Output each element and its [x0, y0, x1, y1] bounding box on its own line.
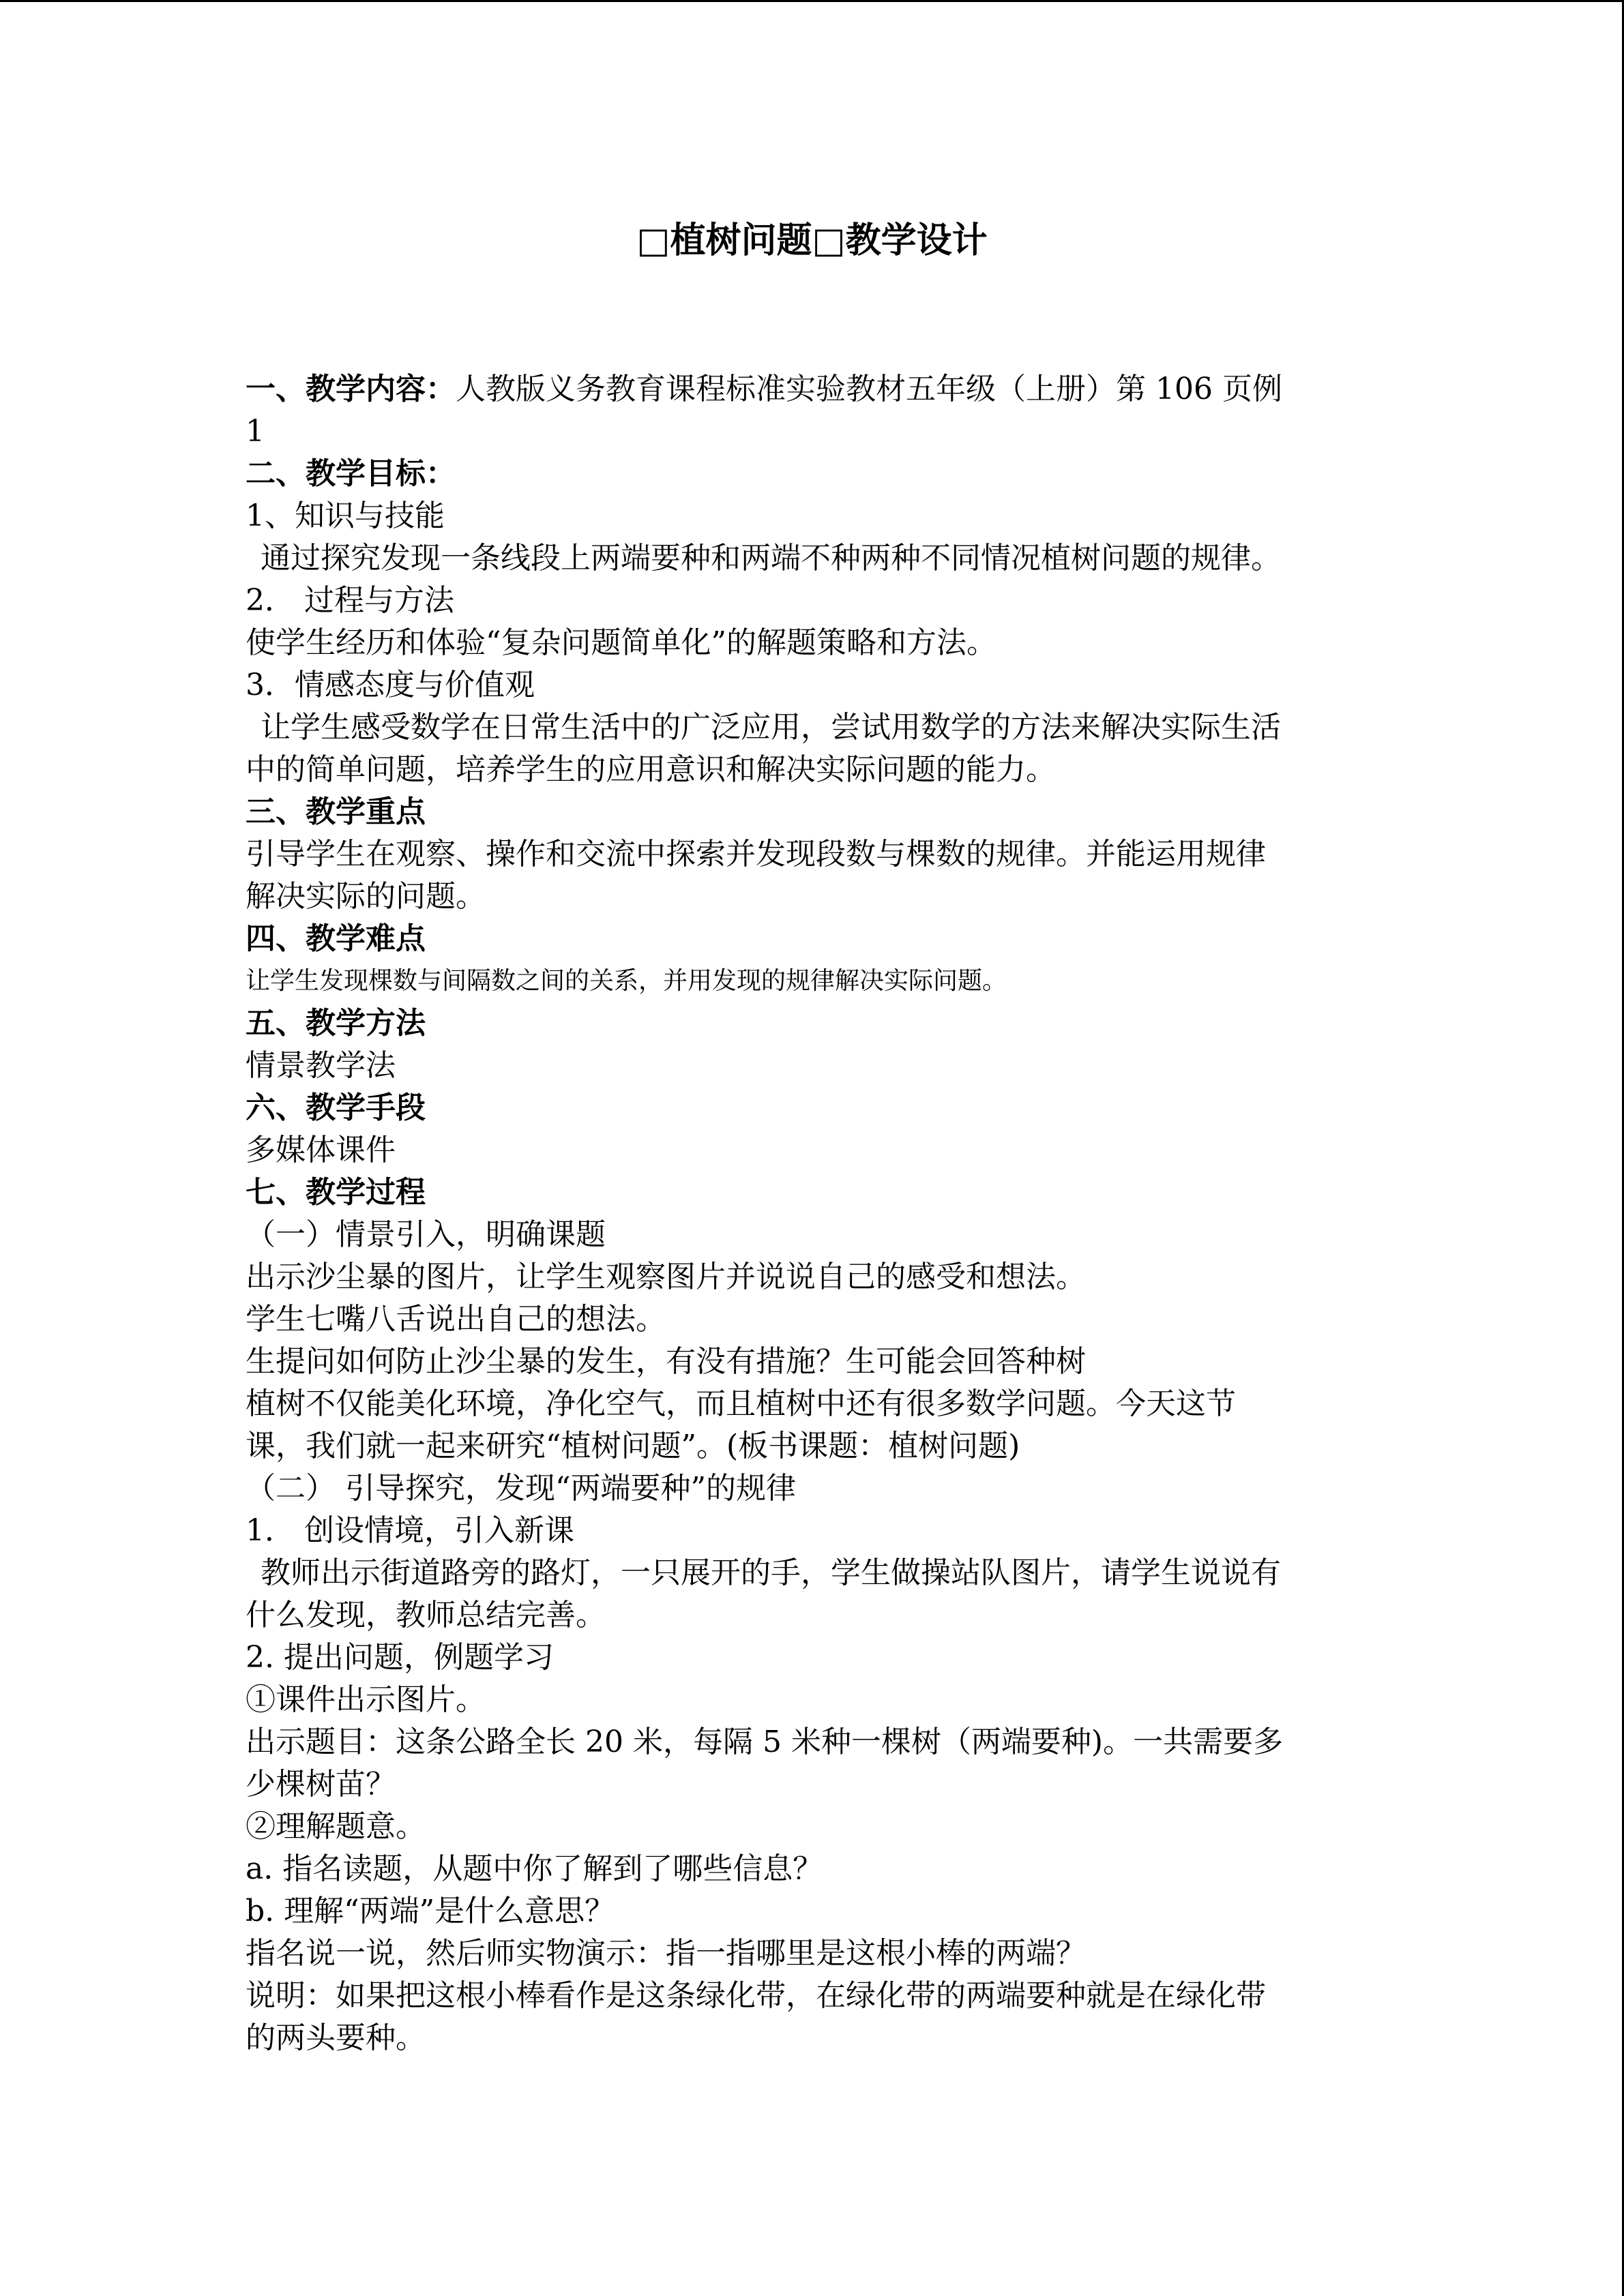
content-line: 植树不仅能美化环境，净化空气，而且植树中还有很多数学问题。今天这节 — [246, 1386, 1236, 1421]
content-line: ①课件出示图片。 — [246, 1682, 486, 1717]
content-line: 什么发现，教师总结完善。 — [246, 1598, 606, 1632]
content-line: 引导学生在观察、操作和交流中探索并发现段数与棵数的规律。并能运用规律 — [246, 837, 1266, 871]
content-line: 通过探究发现一条线段上两端要种和两端不种两种不同情况植树问题的规律。 — [261, 541, 1281, 576]
section-heading: 五、教学方法 — [246, 1006, 426, 1041]
content-line: 让学生感受数学在日常生活中的广泛应用，尝试用数学的方法来解决实际生活 — [261, 710, 1281, 745]
content-line: a. 指名读题，从题中你了解到了哪些信息？ — [246, 1851, 823, 1886]
subheading: 1． 创设情境，引入新课 — [246, 1513, 574, 1548]
section-heading: 四、教学难点 — [246, 921, 426, 956]
section-heading: 七、教学过程 — [246, 1175, 426, 1210]
section-heading: 二、教学目标： — [246, 456, 456, 491]
content-line: 情景教学法 — [246, 1048, 396, 1083]
subheading: 3．情感态度与价值观 — [246, 668, 535, 702]
subheading: （一）情景引入，明确课题 — [246, 1217, 606, 1252]
line-text: 人教版义务教育课程标准实验教材五年级（上册）第 106 页例 — [456, 372, 1282, 406]
section-heading: 六、教学手段 — [246, 1090, 426, 1125]
section-heading: 三、教学重点 — [246, 794, 426, 829]
content-line: 指名说一说，然后师实物演示：指一指哪里是这根小棒的两端？ — [246, 1936, 1086, 1971]
content-line: 使学生经历和体验“复杂问题简单化”的解题策略和方法。 — [246, 625, 996, 660]
content-line: 课，我们就一起来研究“植树问题”。(板书课题：植树问题) — [246, 1429, 1020, 1463]
content-line: 的两头要种。 — [246, 2021, 426, 2055]
content-line: ②理解题意。 — [246, 1809, 426, 1844]
content-line: 多媒体课件 — [246, 1133, 396, 1167]
content-line: 少棵树苗？ — [246, 1767, 396, 1802]
page-border-top — [0, 0, 1624, 2]
content-line: 出示沙尘暴的图片，让学生观察图片并说说自己的感受和想法。 — [246, 1259, 1086, 1294]
content-line: 生提问如何防止沙尘暴的发生，有没有措施？生可能会回答种树 — [246, 1344, 1086, 1379]
content-line: 说明：如果把这根小棒看作是这条绿化带，在绿化带的两端要种就是在绿化带 — [246, 1978, 1266, 2013]
content-line: 让学生发现棵数与间隔数之间的关系，并用发现的规律解决实际问题。 — [246, 967, 1007, 995]
subheading: 2． 过程与方法 — [246, 583, 454, 618]
subheading: （二） 引导探究，发现“两端要种”的规律 — [246, 1471, 796, 1506]
content-line: 学生七嘴八舌说出自己的想法。 — [246, 1302, 666, 1337]
content-line: 出示题目：这条公路全长 20 米，每隔 5 米种一棵树（两端要种)。一共需要多 — [246, 1725, 1284, 1759]
subheading: 1、知识与技能 — [246, 498, 445, 533]
document-body — [246, 368, 1378, 2059]
document-title: □植树问题□教学设计 — [636, 220, 988, 261]
content-line: 教师出示街道路旁的路灯，一只展开的手，学生做操站队图片，请学生说说有 — [261, 1555, 1281, 1590]
section-heading: 一、教学内容： — [246, 372, 456, 406]
subheading: 2. 提出问题，例题学习 — [246, 1640, 554, 1675]
content-line — [246, 368, 1378, 411]
content-line: 解决实际的问题。 — [246, 879, 486, 914]
content-line: 1 — [246, 414, 265, 449]
content-line: 中的简单问题，培养学生的应用意识和解决实际问题的能力。 — [246, 752, 1056, 787]
content-line: b. 理解“两端”是什么意思？ — [246, 1894, 615, 1928]
